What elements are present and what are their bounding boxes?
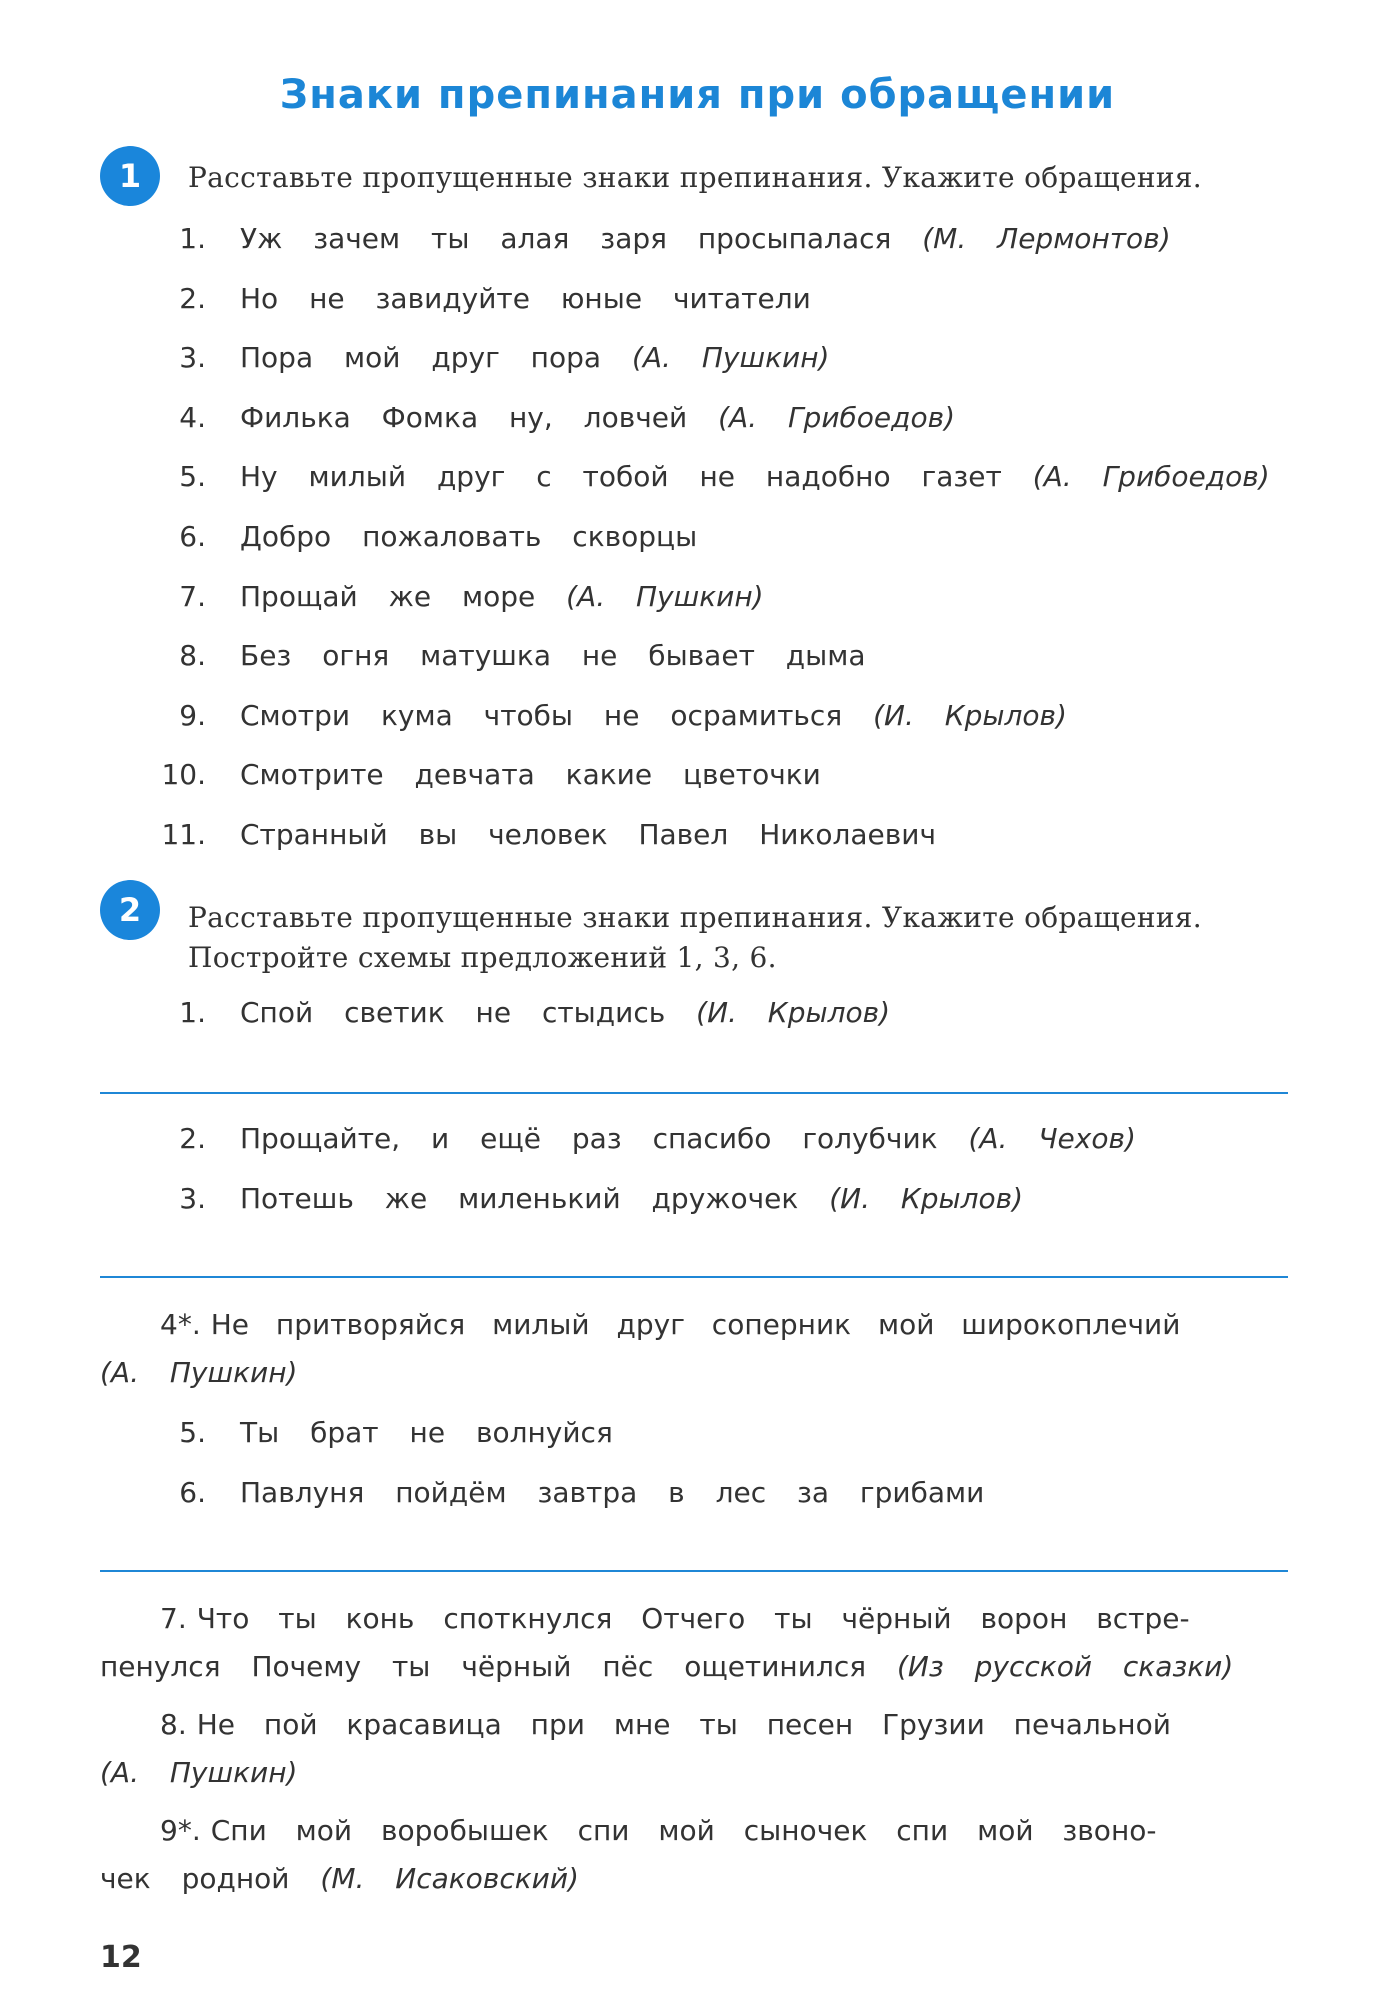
sentence-2-4-author: (А. Пушкин) bbox=[100, 1356, 298, 1389]
list-item: 6. Добро пожаловать скворцы bbox=[179, 520, 698, 553]
sentence-2-8-author: (А. Пушкин) bbox=[100, 1756, 298, 1789]
task-instruction-line-2: Постройте схемы предложений 1, 3, 6. bbox=[188, 941, 777, 974]
sentence-2-7: 7. Что ты конь споткнулся Отчего ты чёрный ворон встре- bbox=[160, 1602, 1190, 1635]
answer-line bbox=[100, 1570, 1288, 1572]
sentence-2-2: 2. Прощайте, и ещё раз спасибо голубчик (А. Чехов) bbox=[179, 1122, 1136, 1155]
sentence-2-9-cont: чек родной (М. Исаковский) bbox=[100, 1862, 579, 1895]
list-item: 1. Уж зачем ты алая заря просыпалася (М. Лермонтов) bbox=[179, 222, 1171, 255]
list-item: 7. Прощай же море (А. Пушкин) bbox=[179, 580, 764, 613]
task-number-badge: 2 bbox=[100, 880, 160, 940]
list-item: 10. Смотрите девчата какие цветочки bbox=[161, 758, 821, 791]
page-title: Знаки препинания при обращении bbox=[279, 72, 1116, 118]
list-item: 9. Смотри кума чтобы не осрамиться (И. Крылов) bbox=[179, 699, 1067, 732]
task-instruction-line-1: Расставьте пропущенные знаки препинания. Укажите обращения. bbox=[188, 901, 1202, 934]
list-item: 8. Без огня матушка не бывает дыма bbox=[179, 639, 866, 672]
list-item: 2. Но не завидуйте юные читатели bbox=[179, 282, 811, 315]
task-instruction: Расставьте пропущенные знаки препинания. Укажите обращения. bbox=[188, 161, 1202, 194]
sentence-2-5: 5. Ты брат не волнуйся bbox=[179, 1416, 613, 1449]
sentence-2-1: 1. Спой светик не стыдись (И. Крылов) bbox=[179, 996, 891, 1029]
sentence-2-9: 9*. Спи мой воробышек спи мой сыночек спи мой звоно- bbox=[160, 1814, 1157, 1847]
sentence-2-3: 3. Потешь же миленький дружочек (И. Крылов) bbox=[179, 1182, 1024, 1215]
answer-line bbox=[100, 1092, 1288, 1094]
sentence-2-6: 6. Павлуня пойдём завтра в лес за грибами bbox=[179, 1476, 985, 1509]
sentence-2-8: 8. Не пой красавица при мне ты песен Грузии печальной bbox=[160, 1708, 1171, 1741]
page-number: 12 bbox=[100, 1940, 142, 1975]
sentence-2-4: 4*. Не притворяйся милый друг соперник мой широкоплечий bbox=[160, 1308, 1181, 1341]
task-number-badge: 1 bbox=[100, 146, 160, 206]
list-item: 11. Странный вы человек Павел Николаевич bbox=[161, 818, 937, 851]
sentence-2-7-cont: пенулся Почему ты чёрный пёс ощетинился (Из русской сказки) bbox=[100, 1650, 1234, 1683]
list-item: 3. Пора мой друг пора (А. Пушкин) bbox=[179, 341, 830, 374]
list-item: 4. Филька Фомка ну, ловчей (А. Грибоедов) bbox=[179, 401, 956, 434]
list-item: 5. Ну милый друг с тобой не надобно газет (А. Грибоедов) bbox=[179, 460, 1270, 493]
answer-line bbox=[100, 1276, 1288, 1278]
